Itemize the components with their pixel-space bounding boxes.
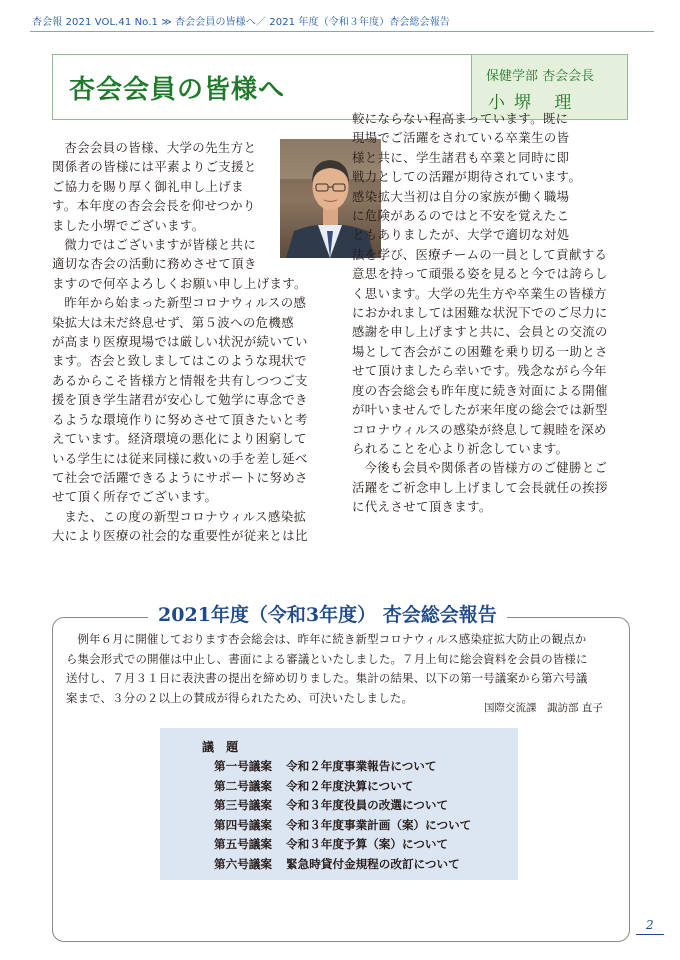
page-number: 2: [646, 918, 654, 932]
report-body: [66, 630, 622, 708]
agenda-item: [214, 757, 471, 777]
agenda-item-number: 第一号議案: [214, 759, 272, 773]
agenda-item: [214, 796, 471, 816]
agenda-list: [214, 757, 471, 875]
article-paragraph: 較にならない程高まっています。既に 現場でご活躍をされている卒業生の皆 様と共に、学生諸君も卒業と同時に即 戦力としての活躍が期待されています。 感染拡大当初は自分の家族が働く職場 に危険があるのではと不安を覚えたこ ともありましたが、大学で適切な対処 法を学び、医療チームの一員として貢献する 意思を持って頑張る姿を見ると今では誇らし く思います。大学の先生方や卒業生の皆様方 におかれましては困難な状況下でのご尽力に 感謝を申し上げますと共に、会員との交流の 場として杏会がこの困難を乗り切る一助とさ せて頂けましたら幸いです。残念ながら今年 度の杏会総会も昨年度に続き対面による開催 が叶いませんでしたが来年度の総会では新型 コロナウィルスの感染が終息して親睦を深め られることを心より祈念しています。: [352, 111, 608, 456]
agenda-item-number: 第四号議案: [214, 817, 272, 832]
agenda-item: [214, 855, 471, 875]
article-paragraph: 昨年から始まった新型コロナウィルスの感 染拡大は未だ終息せず、第５波への危機感 が高まり医療現場では厳しい状況が続いてい ます。杏会と致しましてはこのような現状で あるからこそ皆様方と情報を共有しつつご支 援を頂き学生諸君が安心して勉学に専念でき るような環境作りに努めさせて頂きたいと考 えています。経済環境の悪化により困窮して いる学生には従来同様に救いの手を差し延べ て社会で活躍できるようにサポートに努めさ せて頂く所存でございます。: [52, 295, 308, 505]
agenda-heading: 議 題: [202, 740, 243, 754]
agenda-item-number: 第六号議案: [214, 856, 272, 871]
article-left-column: [52, 138, 332, 546]
agenda-item-text: 令和３年度役員の改選について: [286, 798, 449, 813]
agenda-panel: [160, 728, 518, 880]
report-title: 2021年度（令和3年度） 杏会総会報告: [148, 600, 507, 627]
author-role: 保健学部 杏会会長: [486, 69, 595, 84]
agenda-item: [214, 777, 471, 797]
article-paragraph: また、この度の新型コロナウィルス感染拡 大により医療の社会的な重要性が従来とは比: [52, 508, 308, 544]
article-right-column: [352, 109, 634, 517]
agenda-item: [214, 835, 471, 855]
article-title: 杏会会員の皆様へ: [69, 75, 286, 105]
agenda-item-text: 緊急時貸付金規程の改訂について: [286, 856, 460, 871]
header-divider: [30, 31, 654, 32]
agenda-item-number: 第五号議案: [214, 837, 272, 852]
agenda-item-text: 令和３年度予算（案）について: [286, 837, 449, 852]
report-signature: 国際交流課 諏訪部 直子: [484, 702, 603, 714]
agenda-item: [214, 816, 471, 836]
article-paragraph: 微力ではございますが皆様と共に 適切な杏会の活動に務めさせて頂き ますので何卒よろしくお願い申し上げます。: [52, 237, 307, 291]
running-head: 杏会報 2021 VOL.41 No.1 ≫ 杏会会員の皆様へ／ 2021 年度（令和３年度）杏会総会報告: [32, 17, 450, 28]
author-name: 小堺 理: [488, 93, 581, 113]
page-number-rule: [636, 934, 664, 935]
agenda-item-text: 令和２年度決算について: [286, 778, 414, 793]
report-paragraph: 例年６月に開催しております杏会総会は、昨年に続き新型コロナウィルス感染症拡大防止の観点か ら集会形式での開催は中止し、書面による審議といたしました。７月上旬に総会資料を会員の皆様に 送付し、７月３１日に表決書の提出を締め切りました。集計の結果、以下の第一号議案から第六号議 案まで、３分の２以上の賛成が得られたため、可決いたしました。: [66, 632, 588, 705]
article-paragraph: 杏会会員の皆様、大学の先生方と 関係者の皆様には平素よりご支援と ご協力を賜り厚く御礼申し上げま す。本年度の杏会会長を仰せつかり ました小堺でございます。: [52, 140, 257, 233]
article-paragraph: 今後も会員や関係者の皆様方のご健勝とご 活躍をご祈念申し上げまして会長就任の挨拶 に代えさせて頂きます。: [352, 460, 608, 515]
agenda-item-number: 第二号議案: [214, 778, 272, 793]
agenda-item-text: 令和３年度事業計画（案）について: [286, 817, 472, 832]
agenda-item-text: 令和２年度事業報告について: [286, 759, 437, 773]
agenda-item-number: 第三号議案: [214, 798, 272, 813]
